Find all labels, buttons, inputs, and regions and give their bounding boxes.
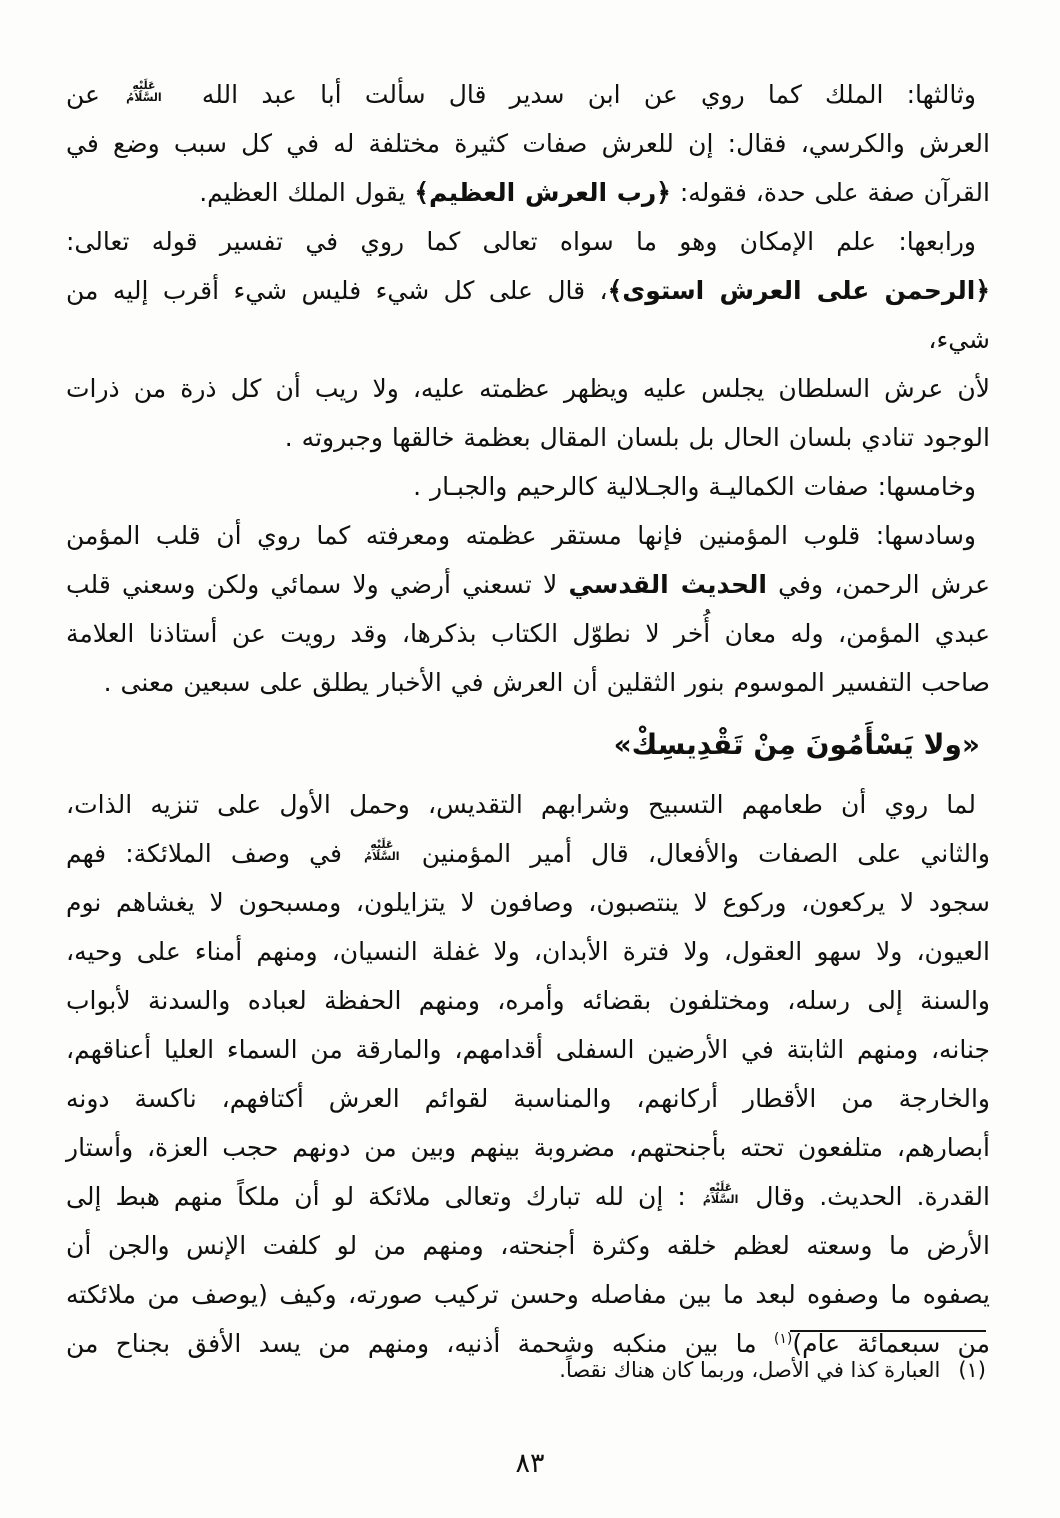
text-line — [66, 511, 990, 560]
paragraph-third-meaning — [66, 70, 990, 217]
text-run: : إن لله تبارك وتعالى ملائكة لو أن ملكاً منهم هبط إلى — [66, 1182, 700, 1211]
footnote-marker: (١) — [958, 1358, 986, 1382]
text-run: الوجود تنادي بلسان الحال بل بلسان المقال بعظمة خالقها وجبروته . — [284, 423, 990, 452]
text-line — [66, 1221, 990, 1270]
text-line — [66, 1074, 990, 1123]
text-run: لا تسعني أرضي ولا سمائي ولكن وسعني قلب — [66, 570, 569, 599]
text-run: العرش والكرسي، فقال: إن للعرش صفات كثيرة مختلفة له في كل سبب وضع في — [66, 129, 990, 158]
text-line — [66, 976, 990, 1025]
page-number: ٨٣ — [515, 1448, 545, 1479]
text-line — [66, 266, 990, 364]
text-run: العيون، ولا سهو العقول، ولا فترة الأبدان، ولا غفلة النسيان، ومنهم أمناء على وحيه، — [66, 937, 990, 966]
text-run: القدرة. الحديث. وقال — [741, 1182, 990, 1211]
text-run: والثاني على الصفات والأفعال، قال أمير المؤمنين — [402, 839, 991, 868]
text-run: يصفوه ما وصفوه لبعد ما بين مفاصله وحسن تركيب صورته، وكيف (يوصف من ملائكته — [66, 1280, 990, 1309]
text-run: لما روي أن طعامهم التسبيح وشرابهم التقديس، وحمل الأول على تنزيه الذات، — [66, 790, 976, 819]
text-line — [66, 462, 990, 511]
paragraph-angels-description — [66, 780, 990, 1368]
text-run: من سبعمائة عام) — [792, 1329, 990, 1358]
text-run: ورابعها: علم الإمكان وهو ما سواه تعالى كما روي في تفسير قوله تعالى: — [66, 227, 976, 256]
text-line — [66, 119, 990, 168]
quran-quote: ﴿الرحمن على العرش استوى﴾ — [607, 276, 990, 305]
footnote-ref: (١) — [773, 1331, 793, 1347]
text-line — [66, 829, 990, 878]
text-run: في وصف الملائكة: فهم — [66, 839, 362, 868]
text-run: عبدي المؤمن، وله معان أُخر لا نطوّل الكتاب بذكرها، وقد رويت عن أستاذنا العلامة — [66, 619, 990, 648]
text-run: صاحب التفسير الموسوم بنور الثقلين أن العرش في الأخبار يطلق على سبعين معنى . — [103, 668, 990, 697]
paragraph-sixth-meaning — [66, 511, 990, 707]
bold-term: الحديث القدسي — [568, 570, 767, 599]
text-line — [66, 70, 990, 119]
quran-quote: ﴿رب العرش العظيم﴾ — [414, 178, 671, 207]
text-line — [66, 1172, 990, 1221]
text-line — [66, 560, 990, 609]
text-run: ، قال على كل شيء فليس شيء أقرب إليه من شيء، — [66, 276, 990, 354]
alayhi-assalam-honorific-icon: عَلَيْهِ السَّلَامُ — [364, 838, 400, 863]
alayhi-assalam-honorific-icon: عَلَيْهِ السَّلَامُ — [702, 1181, 739, 1206]
footnote-text: العبارة كذا في الأصل، وربما كان هناك نقصاً. — [559, 1358, 941, 1382]
text-run: وخامسها: صفات الكماليـة والجـلالية كالرحيم والجبـار . — [413, 472, 976, 501]
text-run: والخارجة من الأقطار أركانهم، والمناسبة لقوائم العرش أكتافهم، ناكسة دونه — [66, 1084, 990, 1113]
text-run: وسادسها: قلوب المؤمنين فإنها مستقر عظمته ومعرفته كما روي أن قلب المؤمن — [66, 521, 976, 550]
text-line — [66, 364, 990, 413]
text-line — [66, 1123, 990, 1172]
text-line — [66, 927, 990, 976]
text-run: جنانه، ومنهم الثابتة في الأرضين السفلى أقدامهم، والمارقة من السماء العليا أعناقهم، — [66, 1035, 990, 1064]
text-line — [66, 609, 990, 658]
text-line — [66, 413, 990, 462]
body-text — [66, 70, 990, 1368]
text-run: الأرض ما وسعته لعظم خلقه وكثرة أجنحته، ومنهم من لو كلفت الإنس والجن أن — [66, 1231, 990, 1260]
text-line — [66, 878, 990, 927]
text-run: أبصارهم، متلفعون تحته بأجنحتهم، مضروبة بينهم وبين من دونهم حجب العزة، وأستار — [66, 1133, 990, 1162]
text-run: ما بين منكبه وشحمة أذنيه، ومنهم من يسد الأفق بجناح من — [66, 1329, 774, 1358]
text-line — [66, 658, 990, 707]
paragraph-fourth-meaning — [66, 217, 990, 462]
footnote-separator — [790, 1330, 986, 1332]
footnote — [66, 1352, 986, 1388]
text-run: القرآن صفة على حدة، فقوله: — [670, 178, 990, 207]
text-run: سجود لا يركعون، وركوع لا ينتصبون، وصافون لا يتزايلون، ومسبحون لا يغشاهم نوم — [66, 888, 990, 917]
text-run: وثالثها: الملك كما روي عن ابن سدير قال سألت أبا عبد الله — [178, 80, 976, 109]
text-run: لأن عرش السلطان يجلس عليه ويظهر عظمته عليه، ولا ريب أن كل ذرة من ذرات — [66, 374, 990, 403]
text-line — [66, 1025, 990, 1074]
text-run: عرش الرحمن، وفي — [766, 570, 990, 599]
text-line — [66, 780, 990, 829]
text-line — [66, 1270, 990, 1319]
section-heading: «ولا يَسْأَمُونَ مِنْ تَقْدِيسِكْ» — [613, 728, 980, 761]
text-run: يقول الملك العظيم. — [199, 178, 415, 207]
alayhi-assalam-honorific-icon: عَلَيْهِ السَّلَامُ — [126, 79, 162, 104]
paragraph-fifth-meaning — [66, 462, 990, 511]
text-run: عن — [66, 80, 124, 109]
text-line — [66, 168, 990, 217]
text-run: والسنة إلى رسله، ومختلفون بقضائه وأمره، ومنهم الحفظة لعباده والسدنة لأبواب — [66, 986, 990, 1015]
text-line — [66, 217, 990, 266]
